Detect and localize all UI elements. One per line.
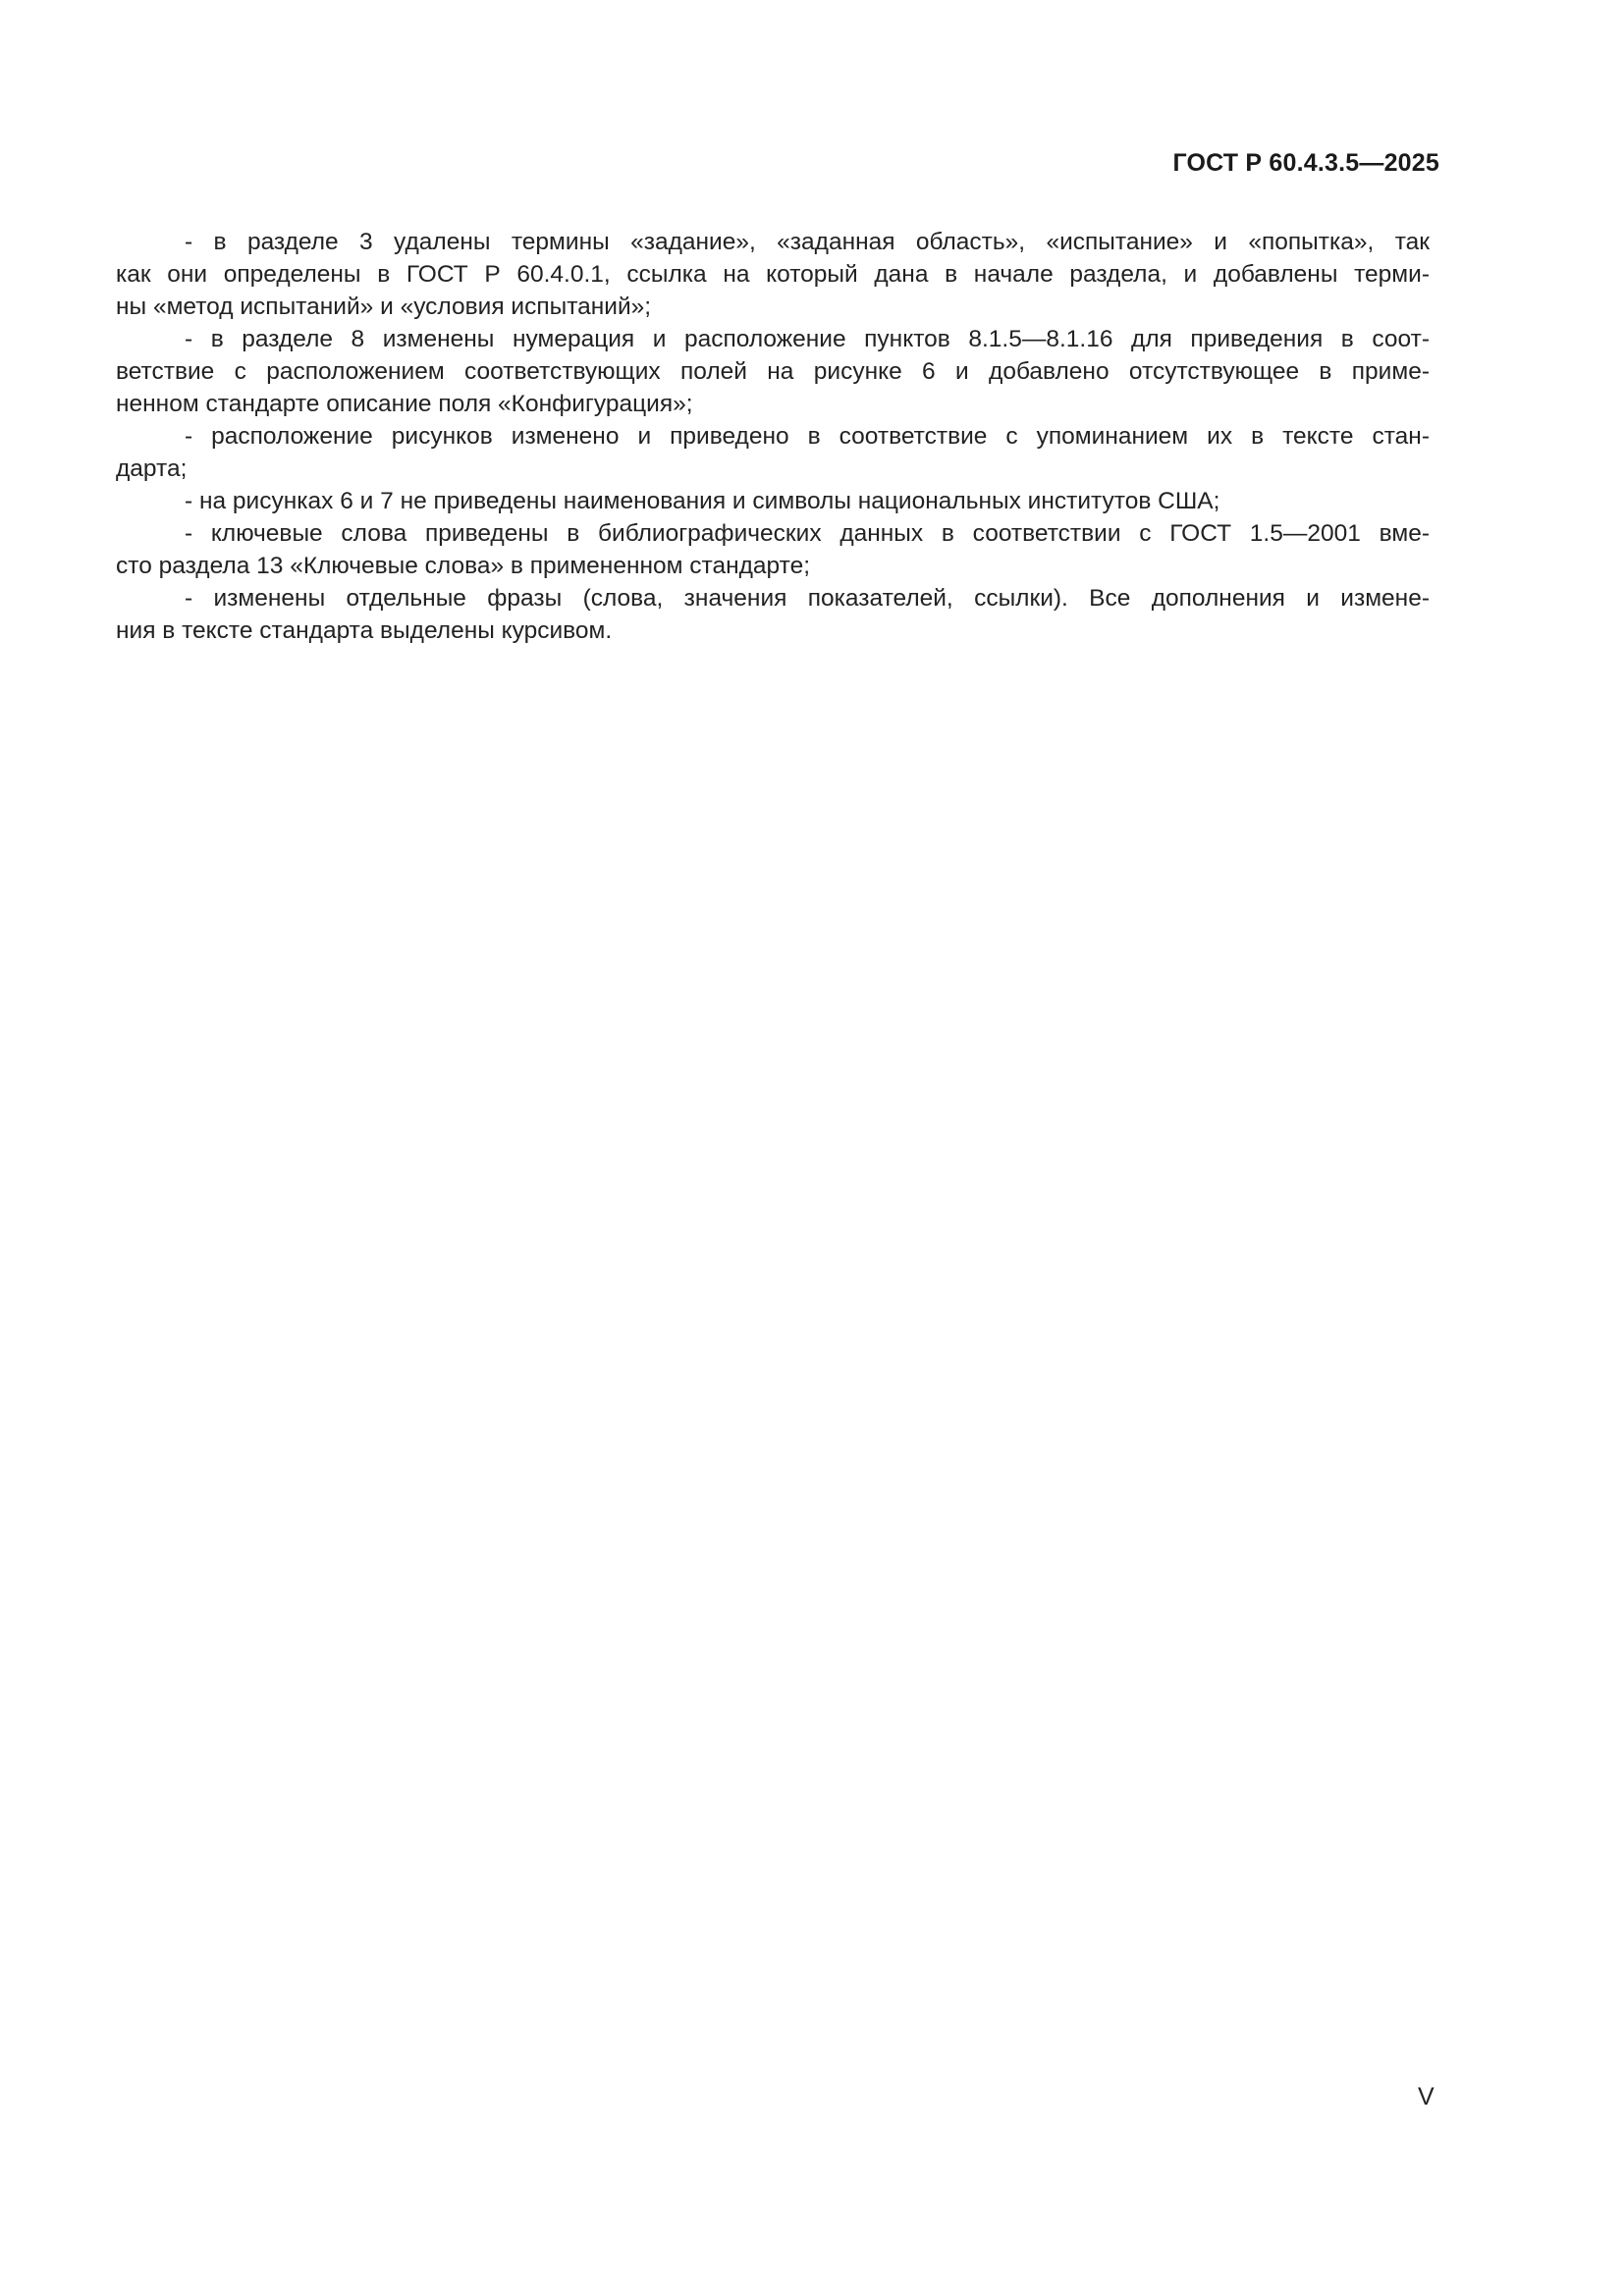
text-line: - ключевые слова приведены в библиографических данных в соответствии с ГОСТ 1.5—2001 вме- xyxy=(185,520,1430,547)
text-line: - расположение рисунков изменено и приведено в соответствие с упоминанием их в тексте стан- xyxy=(185,423,1430,450)
text-line: - на рисунках 6 и 7 не приведены наименования и символы национальных институтов США; xyxy=(185,488,1220,514)
text-line: ненном стандарте описание поля «Конфигурация»; xyxy=(116,391,693,417)
paragraph-section-3-terms xyxy=(116,226,1430,323)
body-text xyxy=(116,226,1430,647)
text-line: дарта; xyxy=(116,455,188,482)
paragraph-figures-6-7 xyxy=(116,485,1430,517)
text-line: как они определены в ГОСТ Р 60.4.0.1, ссылка на который дана в начале раздела, и добавлены терми- xyxy=(116,261,1430,288)
paragraph-changed-phrases xyxy=(116,582,1430,647)
page-number: V xyxy=(1418,2083,1435,2110)
paragraph-figures-order xyxy=(116,420,1430,485)
text-line: - в разделе 8 изменены нумерация и расположение пунктов 8.1.5—8.1.16 для приведения в соот- xyxy=(185,326,1430,352)
paragraph-keywords xyxy=(116,517,1430,582)
text-line: сто раздела 13 «Ключевые слова» в примененном стандарте; xyxy=(116,553,811,579)
paragraph-section-8-numbering xyxy=(116,323,1430,420)
text-line: - в разделе 3 удалены термины «задание», «заданная область», «испытание» и «попытка», так xyxy=(185,229,1430,255)
text-line: ны «метод испытаний» и «условия испытаний»; xyxy=(116,294,652,320)
document-designation: ГОСТ Р 60.4.3.5—2025 xyxy=(1172,149,1439,177)
text-line: - изменены отдельные фразы (слова, значения показателей, ссылки). Все дополнения и измене- xyxy=(185,585,1430,612)
text-line: ветствие с расположением соответствующих полей на рисунке 6 и добавлено отсутствующее в приме- xyxy=(116,358,1430,385)
text-line: ния в тексте стандарта выделены курсивом. xyxy=(116,617,613,644)
